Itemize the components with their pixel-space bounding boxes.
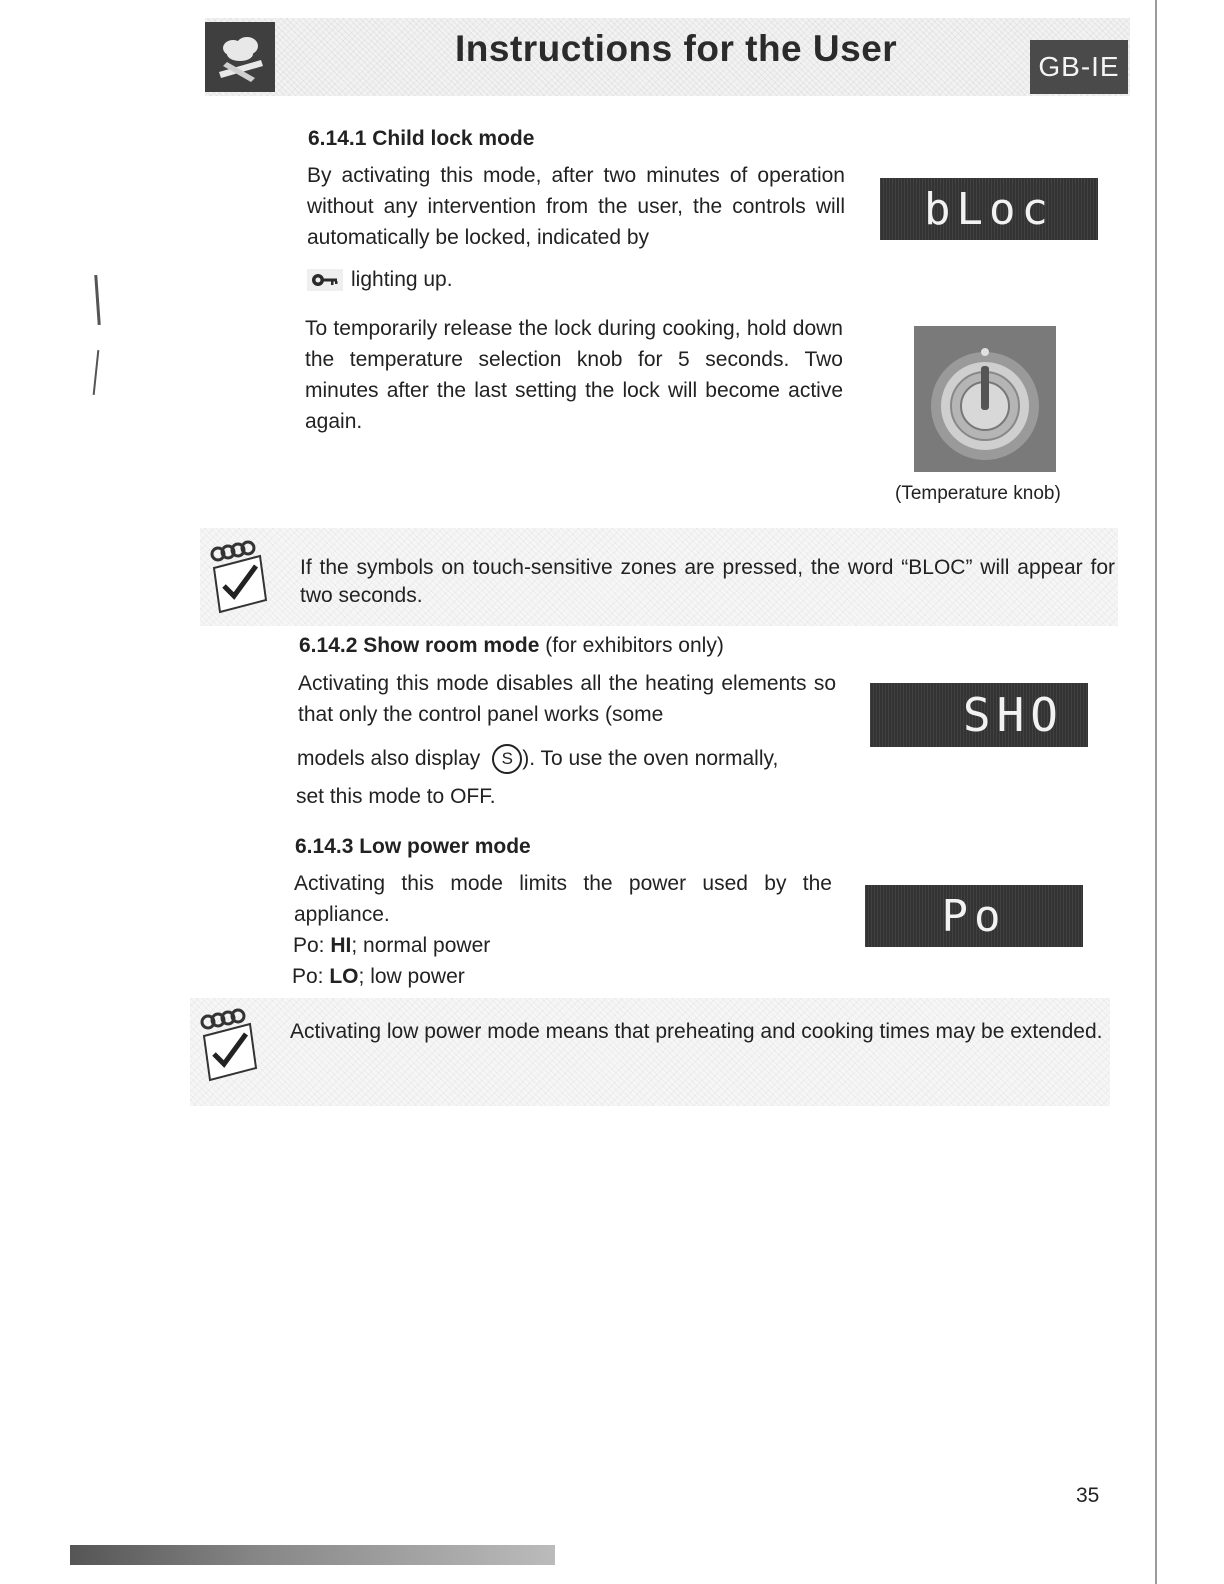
- show-room-paragraph-3: set this mode to OFF.: [296, 785, 496, 808]
- section-heading-low-power: 6.14.3 Low power mode: [295, 835, 531, 858]
- page-edge-line: [1155, 0, 1157, 1584]
- section-heading-show-room: [299, 634, 724, 658]
- lcd-display-bloc: bLoc: [880, 178, 1098, 240]
- page-title: Instructions for the User: [455, 28, 898, 69]
- show-room-paragraph-1: Activating this mode disables all the heating elements so that only the control panel works (some: [298, 672, 836, 726]
- child-lock-indicator-line: [307, 268, 453, 292]
- low-power-lo-prefix: Po:: [292, 965, 330, 988]
- child-lock-paragraph-1: By activating this mode, after two minutes of operation without any intervention from the user, the controls will automatically be locked, indicated by: [307, 164, 845, 249]
- bottom-scan-bar: [70, 1545, 555, 1565]
- show-room-heading-title: 6.14.2 Show room mode: [299, 634, 540, 657]
- language-badge: GB-IE: [1030, 40, 1128, 94]
- child-lock-paragraph-2: To temporarily release the lock during cooking, hold down the temperature selection knob for 5 seconds. Two minutes after the last setting the lock will become active again.: [305, 317, 843, 433]
- low-power-hi-prefix: Po:: [293, 934, 331, 957]
- low-power-hi-value: HI: [330, 934, 352, 957]
- notepad-check-icon: [190, 1006, 268, 1084]
- margin-mark: [94, 275, 100, 325]
- low-power-line-hi: [293, 934, 490, 958]
- child-lock-indicator-text: lighting up.: [351, 268, 453, 291]
- section-heading-child-lock: 6.14.1 Child lock mode: [308, 127, 535, 150]
- page-number: 35: [1076, 1484, 1100, 1507]
- show-room-heading-suffix: (for exhibitors only): [545, 634, 724, 657]
- low-power-lo-suffix: ; low power: [358, 965, 465, 988]
- s-symbol-letter: S: [501, 749, 513, 768]
- temperature-knob-image: [914, 326, 1056, 472]
- knob-caption: (Temperature knob): [895, 483, 1061, 504]
- margin-mark: [93, 350, 100, 395]
- low-power-paragraph-1: Activating this mode limits the power used by the appliance.: [294, 872, 832, 926]
- low-power-hi-suffix: ; normal power: [351, 934, 491, 957]
- low-power-line-lo: [292, 965, 465, 989]
- lcd-display-po: Po: [865, 885, 1083, 947]
- notepad-check-icon: [200, 538, 278, 616]
- chef-hat-logo-icon: [205, 22, 275, 92]
- lcd-display-sho: SHO: [870, 683, 1088, 747]
- low-power-lo-value: LO: [329, 965, 359, 988]
- note-band-2: [190, 998, 1110, 1106]
- temperature-knob-icon: [914, 326, 1056, 472]
- show-room-paragraph-2-end: ). To use the oven normally,: [522, 747, 779, 770]
- note-2-text: Activating low power mode means that preheating and cooking times may be extended.: [290, 1020, 1103, 1043]
- note-1-text: If the symbols on touch-sensitive zones are pressed, the word “BLOC” will appear for two seconds.: [300, 556, 1115, 607]
- show-room-paragraph-2: [297, 744, 778, 774]
- s-symbol-icon: [492, 744, 522, 774]
- show-room-paragraph-2-start: models also display: [297, 747, 481, 770]
- key-icon: [307, 269, 343, 291]
